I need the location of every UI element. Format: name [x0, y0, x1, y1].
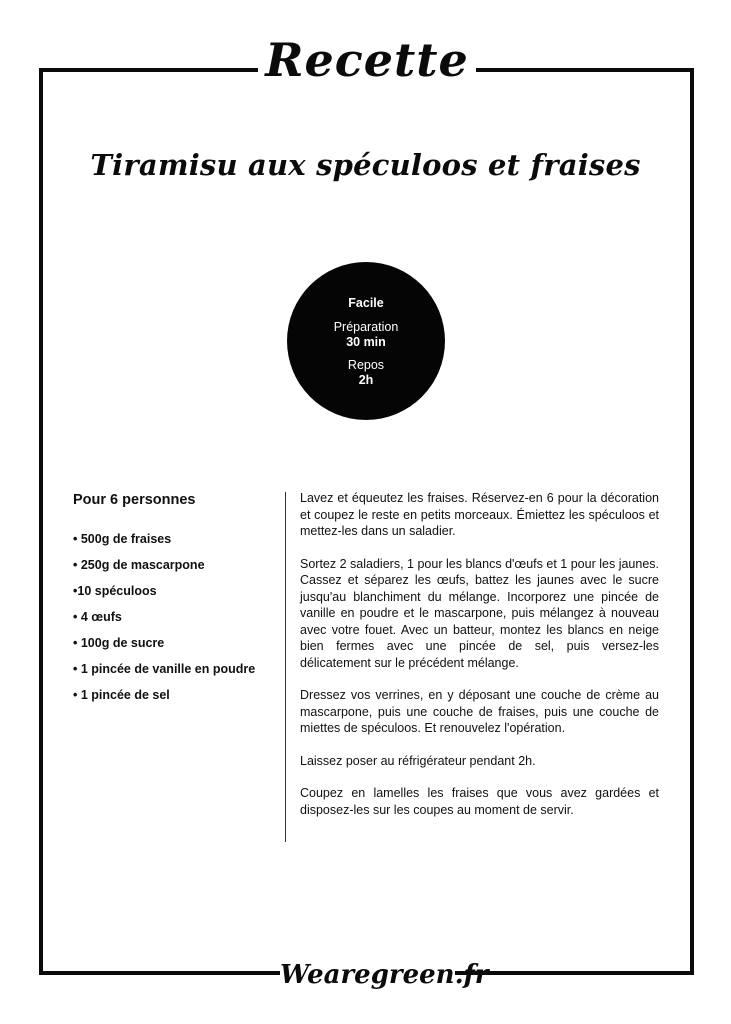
- prep-time-value: 30 min: [346, 335, 386, 349]
- recipe-title: Tiramisu aux spéculoos et fraises: [90, 148, 641, 182]
- ingredient-item: • 250g de mascarpone: [73, 558, 205, 572]
- ingredients-list: [73, 532, 273, 703]
- ingredient-item: • 100g de sucre: [73, 636, 165, 650]
- ingredient-item: • 500g de fraises: [73, 532, 172, 546]
- instruction-step: Lavez et équeutez les fraises. Réservez-en 6 pour la décoration et coupez le reste en petits morceaux. Émiettez les spéculoos et mettez-les dans un saladier.: [300, 491, 659, 538]
- instruction-step: Laissez poser au réfrigérateur pendant 2h.: [300, 753, 536, 768]
- recipe-info-badge: [287, 262, 445, 420]
- footer-brand: Wearegreen.fr: [280, 960, 489, 990]
- servings-heading: Pour 6 personnes: [73, 492, 196, 508]
- ingredient-item: •10 spéculoos: [73, 584, 157, 598]
- instruction-step: Coupez en lamelles les fraises que vous avez gardées et disposez-les sur les coupes au moment de servir.: [300, 786, 659, 817]
- rest-time-label: Repos: [347, 358, 385, 372]
- difficulty-label: Facile: [348, 296, 384, 310]
- prep-time-label: Préparation: [333, 320, 399, 334]
- ingredient-item: • 1 pincée de sel: [73, 688, 170, 702]
- ingredient-item: • 1 pincée de vanille en poudre: [73, 662, 256, 676]
- instruction-step: Dressez vos verrines, en y déposant une couche de crème au mascarpone, puis une couche de fraises, puis une couche de miettes de spéculoos. Et renouvelez l'opération.: [300, 688, 659, 735]
- ingredients-section: [73, 490, 273, 714]
- instructions-section: [300, 490, 659, 834]
- header-title: Recette: [265, 33, 469, 87]
- rest-time-value: 2h: [358, 373, 374, 387]
- column-divider: [285, 492, 286, 842]
- ingredient-item: • 4 œufs: [73, 610, 122, 624]
- instruction-step: Sortez 2 saladiers, 1 pour les blancs d'œufs et 1 pour les jaunes. Cassez et séparez les œufs, battez les jaunes avec le sucre jusqu'au blanchiment du mélange. Incorporez une pincée de vanille en poudre et le mascarpone, puis mélangez à nouveau avec votre fouet. Avec un batteur, montez les blancs en neige bien fermes avec une pincée de sel, puis versez-les délicatement sur le précédent mélange.: [300, 556, 659, 670]
